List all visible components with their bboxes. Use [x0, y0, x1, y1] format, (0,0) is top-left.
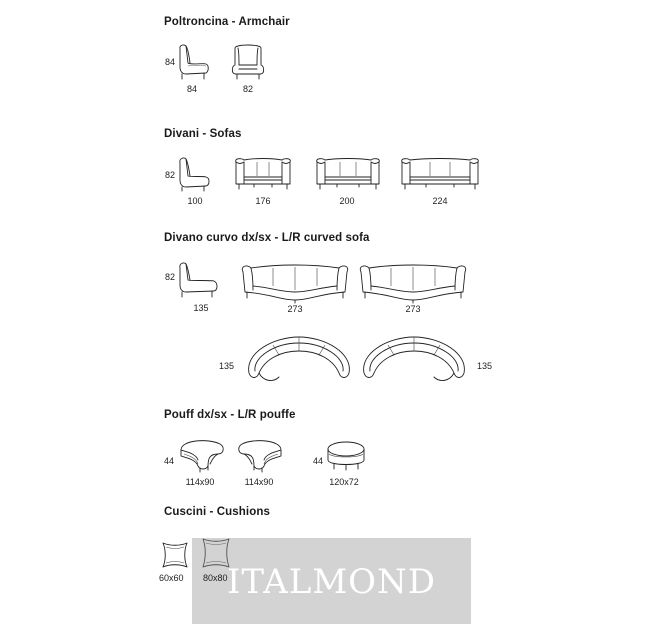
- sofa-176-front-view: [232, 156, 294, 192]
- curved-sofa-right-plan-view: [358, 333, 470, 385]
- pouffe-left-size-label: 114x90: [185, 477, 215, 487]
- curved-sofa-depth-label: 135: [193, 303, 209, 313]
- section-title-cushions: Cuscini - Cushions: [164, 506, 270, 518]
- section-title-curved-sofa: Divano curvo dx/sx - L/R curved sofa: [164, 232, 370, 244]
- watermark-logo-text: ITALMOND: [226, 562, 437, 602]
- curved-height-label: 82: [165, 272, 176, 282]
- pouffe-oval-view: [326, 440, 366, 474]
- curved-sofa-left-plan-view: [243, 333, 355, 385]
- pouffe-right-size-label: 114x90: [244, 477, 274, 487]
- sofa-side-view: [176, 155, 216, 195]
- sofa-224-front-view: [398, 156, 482, 192]
- armchair-front-view: [230, 43, 266, 83]
- armchair-height-label: 84: [165, 57, 176, 67]
- watermark-box: [192, 538, 471, 624]
- pouffe-right-view: [236, 438, 284, 474]
- curved-sofa-right-front-view: [357, 262, 469, 304]
- curved-plan-left-depth-label: 135: [219, 361, 235, 371]
- curved-sofa-side-view: [176, 260, 222, 300]
- pouffe-oval-height-label: 44: [313, 456, 324, 466]
- curved-plan-right-depth-label: 135: [477, 361, 493, 371]
- section-title-pouffe: Pouff dx/sx - L/R pouffe: [164, 409, 296, 421]
- cushion-60-size-label: 60x60: [159, 573, 184, 583]
- armchair-depth-label: 82: [242, 84, 253, 94]
- curved-sofa-left-front-view: [239, 262, 351, 304]
- sofa-200-front-view: [313, 156, 383, 192]
- section-title-armchair: Poltroncina - Armchair: [164, 16, 290, 28]
- curved-sofa-right-width-label: 273: [405, 304, 421, 314]
- armchair-width-label: 84: [186, 84, 197, 94]
- pouffe-left-view: [178, 438, 226, 474]
- pouffe-oval-size-label: 120x72: [329, 477, 359, 487]
- armchair-side-view: [176, 43, 212, 83]
- sofas-height-label: 82: [165, 170, 176, 180]
- section-title-sofas: Divani - Sofas: [164, 128, 242, 140]
- pouffe-height-label-left: 44: [164, 456, 175, 466]
- sofa-176-width-label: 176: [255, 196, 271, 206]
- cushion-80-size-label: 80x80: [203, 573, 228, 583]
- sofa-depth-label: 100: [187, 196, 203, 206]
- sofa-224-width-label: 224: [432, 196, 448, 206]
- sofa-200-width-label: 200: [339, 196, 355, 206]
- cushion-60-view: [160, 540, 190, 570]
- curved-sofa-left-width-label: 273: [287, 304, 303, 314]
